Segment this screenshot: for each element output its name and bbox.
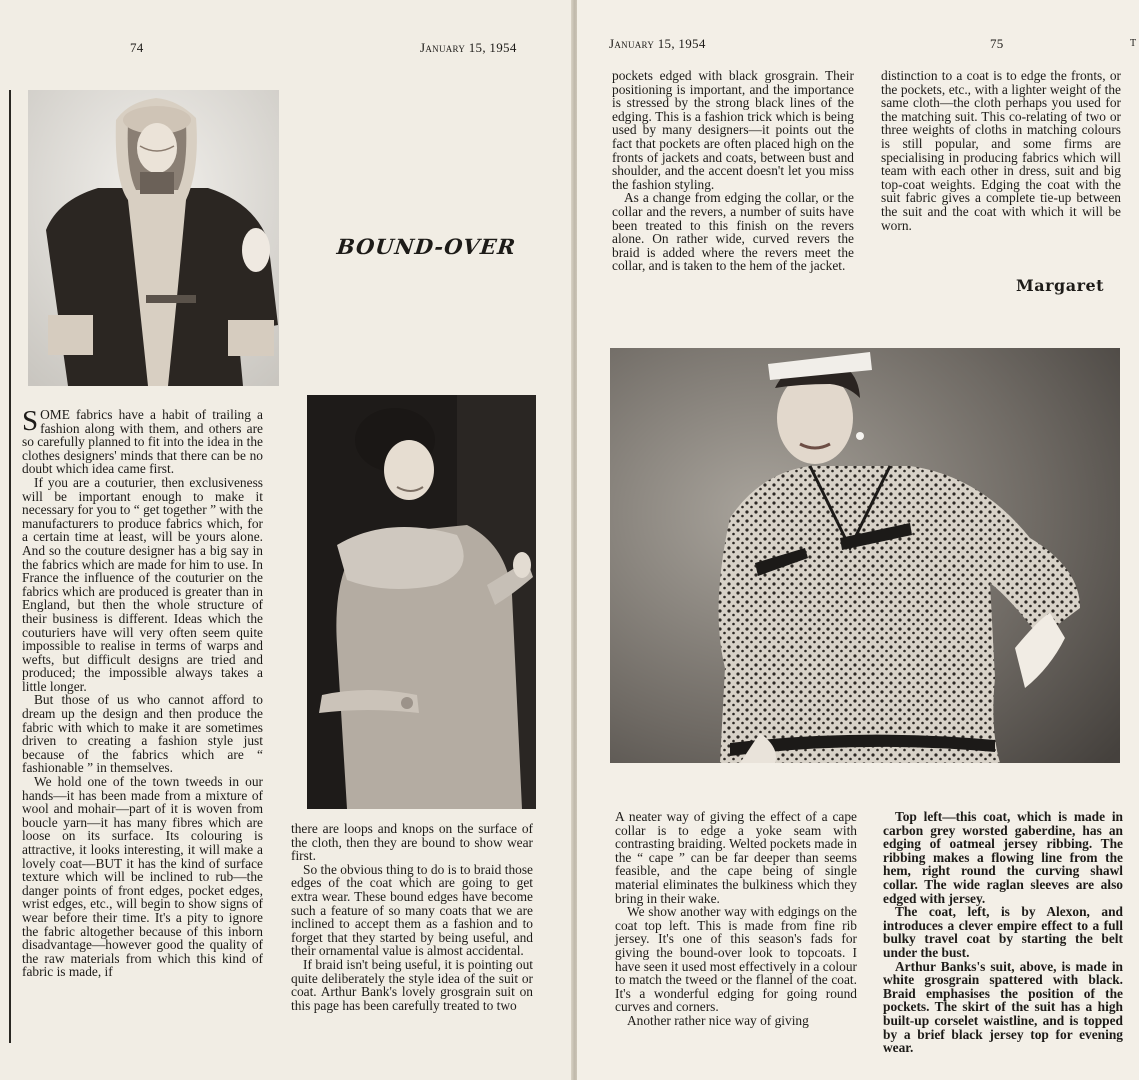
left-page-date: January 15, 1954 xyxy=(420,40,517,55)
paragraph-6: So the obvious thing to do is to braid those edges of the coat which are going to get extra wear. These bound edges have become such a feature of so many coats that we are inclined to accept them as a fashion and to forget that they started by being useful, and their ornamental value is almost accidental. xyxy=(291,861,533,959)
paragraph-5: there are loops and knops on the surface of the cloth, then they are bound to show wear first. xyxy=(291,821,533,864)
paragraph-3: But those of us who cannot afford to dream up the design and then produce the fabric with which to make it are sometimes driven to creating a fashion style just because of the fabrics which are “ fashionable ” in themselves. xyxy=(22,692,263,776)
paragraph-10: distinction to a coat is to edge the fronts, or the pockets, etc., with a lighter weight of the same cloth—the cloth perhaps you used for the matching suit. This co-relating of two or three weights of cloths in matching colours is still popular, and some firms are specialising in producing fabrics which will team with each other in dress, suit and big top-coat weights. Edging the coat with the suit fabric gives a complete tie-up between the suit and the coat with which it will be worn. xyxy=(881,68,1121,233)
right-page-date: January 15, 1954 xyxy=(609,36,706,51)
column-rule xyxy=(9,90,11,1043)
paragraph-4: We hold one of the town tweeds in our hands—it has been made from a mixture of wool and mohair—part of it is woven from boucle yarn—it has many fibres which are loose on its surface. Its colouring is attractive, it looks interesting, it will make a lovely coat—BUT it has the kind of surface texture which will be inclined to rub—the danger points of front edges, pocket edges, wrist edges, etc., will begin to show signs of wear before their time. It's a pity to ignore the fabric altogether because of this inborn disadvantage—however good the quality of the raw materials from which this kind of fabric is made, if xyxy=(22,774,263,980)
photo-arthur-banks-suit xyxy=(610,348,1120,763)
caption-alexon-coat: The coat, left, is by Alexon, and introduces a clever empire effect to a full bulky travel coat by starting the belt under the bust. xyxy=(883,904,1123,960)
paragraph-13: Another rather nice way of giving xyxy=(627,1012,809,1028)
right-page xyxy=(577,0,1139,1080)
paragraph-8: pockets edged with black grosgrain. Their positioning is important, and the importance is stressed by the strong black lines of the edging. This is a fashion trick which is being used by many designers—it points out the fact that pockets are often placed high on the fronts of jackets and coats, between bust and shoulder, and the accent doesn't let you miss the fashion styling. xyxy=(612,68,854,192)
article-column-3 xyxy=(612,69,854,273)
photo-grey-gaberdine-coat xyxy=(28,90,279,386)
caption-top-left-coat: Top left—this coat, which is made in carbon grey worsted gaberdine, has an edging of oatmeal jersey ribbing. The ribbing makes a flowing line from the hem, right round the curving shawl collar. The wide raglan sleeves are also edged with jersey. xyxy=(883,809,1123,906)
byline: Margaret xyxy=(1016,276,1105,295)
photo-captions xyxy=(883,810,1123,1055)
paragraph-2: If you are a couturier, then exclusiveness will be important enough to make it necessary for you to “ get together ” with the manufacturers to produce fabrics which, for a certain time at least, will be yours alone. And so the couture designer has a big say in the fabrics which are made for him to use. In France the influence of the couturier on the fabrics which are produced is greater than in England, but then the whole structure of their business is different. Ideas which the couturiers have will very often seem quite impossible to realise in terms of warps and wefts, but difficult designs are tried and produced; the impossible always takes a little longer. xyxy=(22,474,263,694)
caption-arthur-banks-suit: Arthur Banks's suit, above, is made in white grosgrain spattered with black. Braid emphasises the position of the pockets. The skirt of the suit has a high built-up corselet waistline, and is topped by a brief black jersey top for evening wear. xyxy=(883,958,1123,1056)
paragraph-11: A neater way of giving the effect of a cape collar is to edge a yoke seam with contrasting braiding. Welted pockets made in the “ cape ” can be far deeper than seems feasible, and the cape being of single material eliminates the bulkiness which they bring in their wake. xyxy=(615,809,857,906)
paragraph-12: We show another way with edgings on the coat top left. This is made from fine rib jersey. It's one of this season's fads for giving the bound-over look to topcoats. I have seen it used most effectively in a colour to match the tweed or the flannel of the coat. It's a wonderful edging for going round curves and corners. xyxy=(615,904,857,1015)
article-headline: BOUND-OVER xyxy=(335,234,518,259)
paragraph-7: If braid isn't being useful, it is pointing out quite deliberately the style idea of the suit or coat. Arthur Bank's lovely grosgrain suit on this page has been carefully treated to two xyxy=(291,956,533,1013)
paragraph-9: As a change from edging the collar, or the collar and the revers, a number of suits have been treated to this finish on the revers alone. On rather wide, curved revers the braid is added where the revers meet the collar, and is taken to the hem of the jacket. xyxy=(612,190,854,274)
drop-cap: S xyxy=(22,405,39,437)
edge-letter: T xyxy=(1130,38,1137,49)
right-page-number: 75 xyxy=(990,36,1004,51)
photo-alexon-travel-coat xyxy=(307,395,536,809)
left-page-number: 74 xyxy=(130,40,144,55)
article-column-2 xyxy=(291,822,533,1012)
article-column-1 xyxy=(22,405,263,980)
article-column-5 xyxy=(615,810,857,1028)
paragraph-1: SOME fabrics have a habit of trailing a fashion along with them, and others are so carefully planned to fit into the idea in the clothes designers' minds that there can be no doubt which idea came first. xyxy=(22,405,263,477)
article-column-4 xyxy=(881,69,1121,232)
